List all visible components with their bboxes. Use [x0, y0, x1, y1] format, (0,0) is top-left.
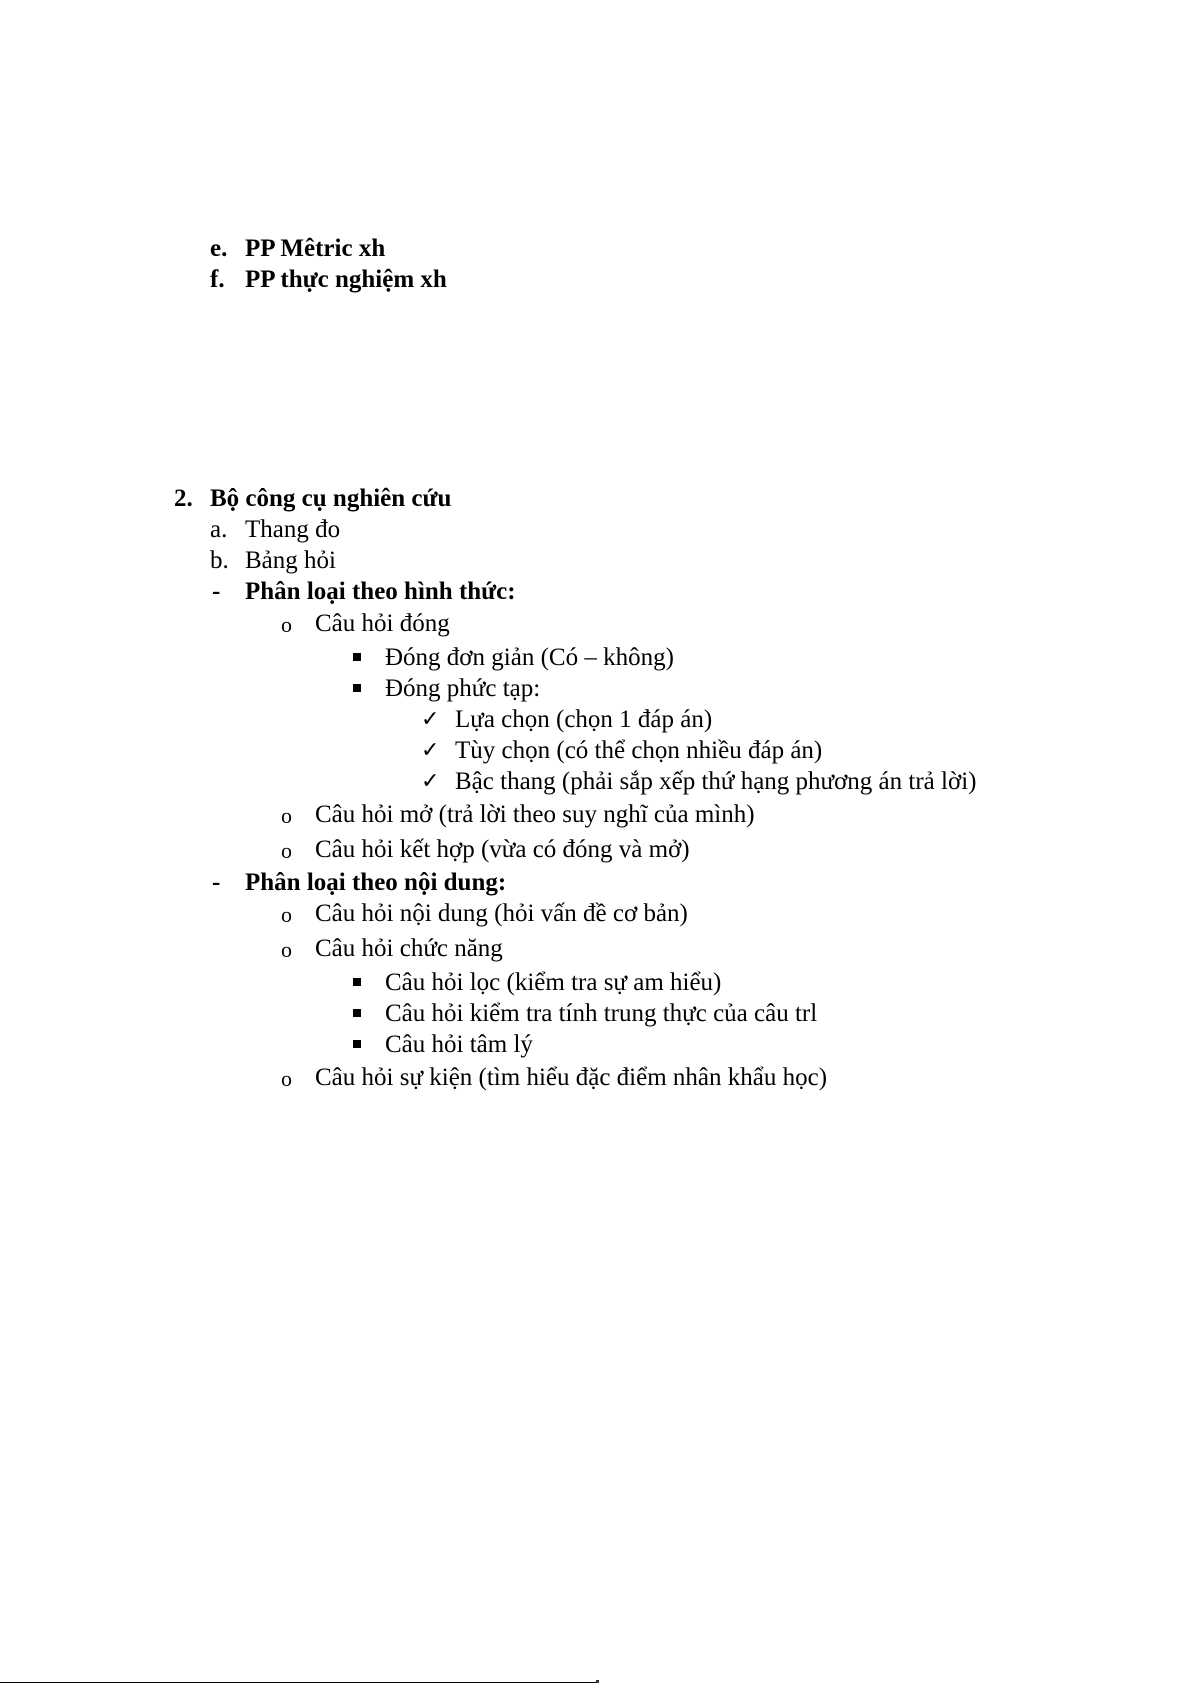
group-title: Phân loại theo nội dung:: [245, 869, 507, 896]
list-item-text: Câu hỏi chức năng: [315, 935, 503, 962]
square-bullet-icon: [353, 1009, 361, 1017]
checkmark-icon: ✓: [421, 707, 440, 732]
list-item-text: Câu hỏi tâm lý: [385, 1031, 533, 1058]
list-item-text: Câu hỏi kết hợp (vừa có đóng và mở): [315, 836, 690, 863]
list-item-text: Đóng đơn giản (Có – không): [385, 644, 674, 671]
circle-bullet-icon: o: [281, 1066, 292, 1091]
list-item-text: Câu hỏi mở (trả lời theo suy nghĩ của mình): [315, 801, 755, 828]
list-marker: a.: [210, 516, 228, 543]
section-title: Bộ công cụ nghiên cứu: [210, 485, 452, 512]
square-bullet-icon: [353, 684, 361, 692]
footer-divider: [0, 1682, 596, 1683]
list-item-text: Câu hỏi nội dung (hỏi vấn đề cơ bản): [315, 900, 688, 927]
square-bullet-icon: [353, 978, 361, 986]
checkmark-icon: ✓: [421, 738, 440, 763]
circle-bullet-icon: o: [281, 612, 292, 637]
check-item-text: Lựa chọn (chọn 1 đáp án): [455, 706, 713, 733]
list-item-text: Bảng hỏi: [245, 547, 336, 574]
check-item-text: Tùy chọn (có thể chọn nhiều đáp án): [455, 737, 823, 764]
footer-mark: [596, 1680, 599, 1683]
list-marker: e.: [210, 235, 228, 262]
list-item-text: PP thực nghiệm xh: [245, 266, 447, 293]
list-item-text: Thang đo: [245, 516, 341, 543]
dash-marker: -: [212, 578, 221, 605]
square-bullet-icon: [353, 1040, 361, 1048]
check-item-text: Bậc thang (phải sắp xếp thứ hạng phương án trả lời): [455, 768, 977, 795]
list-item-text: Câu hỏi sự kiện (tìm hiểu đặc điểm nhân khẩu học): [315, 1064, 828, 1091]
circle-bullet-icon: o: [281, 937, 292, 962]
list-marker: f.: [210, 266, 225, 293]
list-item-text: Câu hỏi kiểm tra tính trung thực của câu trl: [385, 1000, 818, 1027]
square-bullet-icon: [353, 653, 361, 661]
dash-marker: -: [212, 869, 221, 896]
list-item-text: PP Mêtric xh: [245, 235, 386, 262]
list-marker: b.: [210, 547, 229, 574]
circle-bullet-icon: o: [281, 902, 292, 927]
group-title: Phân loại theo hình thức:: [245, 578, 516, 605]
list-item-text: Câu hỏi lọc (kiểm tra sự am hiểu): [385, 969, 722, 996]
circle-bullet-icon: o: [281, 838, 292, 863]
circle-bullet-icon: o: [281, 803, 292, 828]
checkmark-icon: ✓: [421, 769, 440, 794]
list-item-text: Câu hỏi đóng: [315, 610, 450, 637]
list-item-text: Đóng phức tạp:: [385, 675, 541, 702]
section-number: 2.: [174, 485, 193, 512]
